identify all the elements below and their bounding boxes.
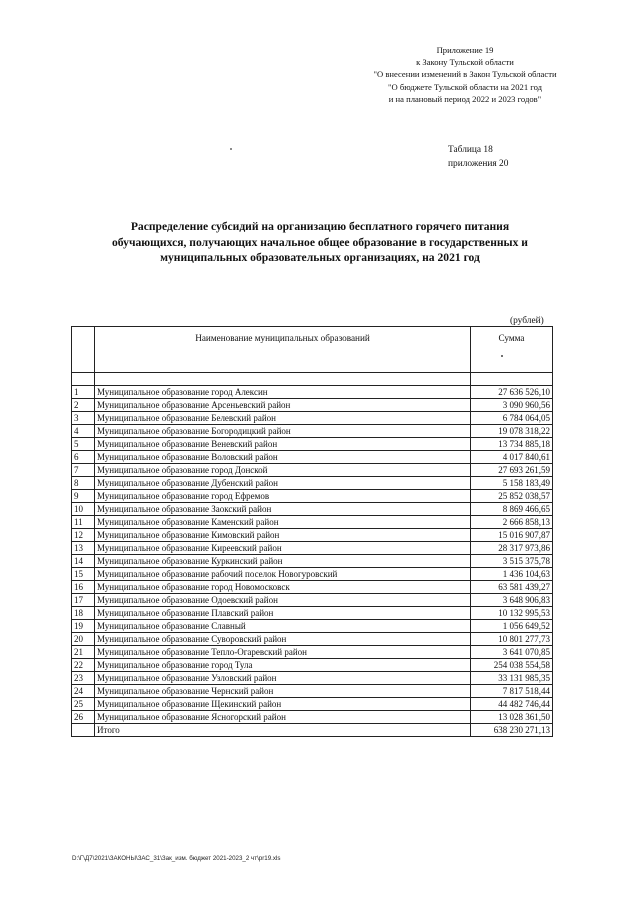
table-row <box>72 477 553 490</box>
row-amount: 13 028 361,50 <box>471 711 553 724</box>
row-amount: 10 132 995,53 <box>471 607 553 620</box>
row-number: 5 <box>72 438 95 451</box>
row-number: 19 <box>72 620 95 633</box>
row-amount: 10 801 277,73 <box>471 633 553 646</box>
row-amount: 1 436 104,63 <box>471 568 553 581</box>
annex-line-4: "О бюджете Тульской области на 2021 год <box>388 81 542 92</box>
row-number: 20 <box>72 633 95 646</box>
row-municipality-name: Муниципальное образование Одоевский район <box>95 594 471 607</box>
annex-line-2: к Закону Тульской области <box>416 57 514 68</box>
file-path-footer: D:\Г\Д7\2021\ЗАКОНЫ\ЗАС_31\Зак_изм. бюджет 2021-2023_2 чт\pr19.xls <box>72 855 281 862</box>
table-row <box>72 633 553 646</box>
row-municipality-name: Муниципальное образование Ясногорский район <box>95 711 471 724</box>
row-number: 7 <box>72 464 95 477</box>
row-number: 13 <box>72 542 95 555</box>
row-amount: 19 078 318,22 <box>471 425 553 438</box>
row-amount: 44 482 746,44 <box>471 698 553 711</box>
total-label: Итого <box>95 724 471 737</box>
table-body <box>72 373 553 737</box>
row-amount: 8 869 466,65 <box>471 503 553 516</box>
header-name: Наименование муниципальных образований <box>95 327 471 373</box>
table-row <box>72 399 553 412</box>
title-line-2: обучающихся, получающих начальное общее образование в государственных и <box>112 235 528 249</box>
row-number: 1 <box>72 386 95 399</box>
row-number: 6 <box>72 451 95 464</box>
annex-header <box>300 44 630 105</box>
table-row <box>72 555 553 568</box>
row-municipality-name: Муниципальное образование Плавский район <box>95 607 471 620</box>
table-row <box>72 698 553 711</box>
row-amount: 2 666 858,13 <box>471 516 553 529</box>
row-amount: 13 734 885,18 <box>471 438 553 451</box>
row-number: 22 <box>72 659 95 672</box>
row-municipality-name: Муниципальное образование Щекинский район <box>95 698 471 711</box>
row-number: 18 <box>72 607 95 620</box>
table-row <box>72 425 553 438</box>
row-number: 8 <box>72 477 95 490</box>
table-reference <box>448 143 508 171</box>
row-number: 4 <box>72 425 95 438</box>
row-municipality-name: Муниципальное образование Чернский район <box>95 685 471 698</box>
table-row <box>72 529 553 542</box>
row-municipality-name: Муниципальное образование рабочий поселок Новогуровский <box>95 568 471 581</box>
row-number: 21 <box>72 646 95 659</box>
row-municipality-name: Муниципальное образование Тепло-Огаревский район <box>95 646 471 659</box>
table-row <box>72 581 553 594</box>
row-municipality-name: Муниципальное образование город Новомосковск <box>95 581 471 594</box>
spacer-row <box>72 373 553 386</box>
row-number: 10 <box>72 503 95 516</box>
total-row <box>72 724 553 737</box>
annex-line-1: Приложение 19 <box>436 45 494 55</box>
row-number: 3 <box>72 412 95 425</box>
row-number: 14 <box>72 555 95 568</box>
table-row <box>72 672 553 685</box>
row-number: 26 <box>72 711 95 724</box>
row-number: 17 <box>72 594 95 607</box>
header-number <box>72 327 95 373</box>
row-municipality-name: Муниципальное образование город Донской <box>95 464 471 477</box>
table-row <box>72 451 553 464</box>
row-amount: 27 693 261,59 <box>471 464 553 477</box>
row-number: 25 <box>72 698 95 711</box>
row-amount: 3 515 375,78 <box>471 555 553 568</box>
table-row <box>72 490 553 503</box>
row-amount: 27 636 526,10 <box>471 386 553 399</box>
header-sum <box>471 327 553 373</box>
row-number: 11 <box>72 516 95 529</box>
header-sum-label: Сумма <box>498 333 525 343</box>
table-row <box>72 503 553 516</box>
annex-line-5: и на плановый период 2022 и 2023 годов" <box>388 93 542 104</box>
table-row <box>72 620 553 633</box>
table-row <box>72 516 553 529</box>
table-row <box>72 412 553 425</box>
table-row <box>72 685 553 698</box>
table-row <box>72 542 553 555</box>
total-amount: 638 230 271,13 <box>471 724 553 737</box>
total-number-cell <box>72 724 95 737</box>
table-row <box>72 594 553 607</box>
title-line-3: муниципальных образовательных организациях, на 2021 год <box>160 251 480 265</box>
row-municipality-name: Муниципальное образование город Ефремов <box>95 490 471 503</box>
row-number: 12 <box>72 529 95 542</box>
subsidy-table <box>71 326 553 737</box>
row-amount: 5 158 183,49 <box>471 477 553 490</box>
row-amount: 1 056 649,52 <box>471 620 553 633</box>
row-amount: 6 784 064,05 <box>471 412 553 425</box>
row-municipality-name: Муниципальное образование Дубенский район <box>95 477 471 490</box>
table-row <box>72 464 553 477</box>
row-municipality-name: Муниципальное образование Воловский район <box>95 451 471 464</box>
row-amount: 15 016 907,87 <box>471 529 553 542</box>
title-line-1: Распределение субсидий на организацию бесплатного горячего питания <box>130 220 510 233</box>
annex-line-3: "О внесении изменений в Закон Тульской области <box>373 69 557 80</box>
row-number: 16 <box>72 581 95 594</box>
row-municipality-name: Муниципальное образование Суворовский район <box>95 633 471 646</box>
row-amount: 7 817 518,44 <box>471 685 553 698</box>
row-amount: 63 581 439,27 <box>471 581 553 594</box>
row-amount: 3 090 960,56 <box>471 399 553 412</box>
row-municipality-name: Муниципальное образование город Тула <box>95 659 471 672</box>
row-amount: 33 131 985,35 <box>471 672 553 685</box>
table-row <box>72 568 553 581</box>
row-amount: 4 017 840,61 <box>471 451 553 464</box>
row-number: 15 <box>72 568 95 581</box>
row-number: 23 <box>72 672 95 685</box>
row-municipality-name: Муниципальное образование Белевский район <box>95 412 471 425</box>
table-row <box>72 607 553 620</box>
table-row <box>72 659 553 672</box>
row-municipality-name: Муниципальное образование Богородицкий район <box>95 425 471 438</box>
row-amount: 25 852 038,57 <box>471 490 553 503</box>
row-municipality-name: Муниципальное образование Куркинский район <box>95 555 471 568</box>
row-amount: 254 038 554,58 <box>471 659 553 672</box>
table-row <box>72 438 553 451</box>
row-amount: 3 641 070,85 <box>471 646 553 659</box>
table-row <box>72 711 553 724</box>
row-municipality-name: Муниципальное образование Киреевский район <box>95 542 471 555</box>
header-mark <box>501 355 503 357</box>
row-amount: 3 648 906,83 <box>471 594 553 607</box>
row-municipality-name: Муниципальное образование Заокский район <box>95 503 471 516</box>
table-header-row <box>72 327 553 373</box>
document-title <box>62 219 578 266</box>
table-row <box>72 646 553 659</box>
row-municipality-name: Муниципальное образование город Алексин <box>95 386 471 399</box>
row-municipality-name: Муниципальное образование Каменский район <box>95 516 471 529</box>
row-number: 2 <box>72 399 95 412</box>
unit-label: (рублей) <box>510 316 544 326</box>
table-row <box>72 386 553 399</box>
stray-dot <box>230 148 232 150</box>
row-municipality-name: Муниципальное образование Арсеньевский район <box>95 399 471 412</box>
row-number: 24 <box>72 685 95 698</box>
row-municipality-name: Муниципальное образование Узловский район <box>95 672 471 685</box>
row-number: 9 <box>72 490 95 503</box>
row-municipality-name: Муниципальное образование Славный <box>95 620 471 633</box>
table-ref-line-2: приложения 20 <box>448 159 509 169</box>
row-amount: 28 317 973,86 <box>471 542 553 555</box>
table-ref-line-1: Таблица 18 <box>448 145 493 155</box>
row-municipality-name: Муниципальное образование Веневский район <box>95 438 471 451</box>
row-municipality-name: Муниципальное образование Кимовский район <box>95 529 471 542</box>
